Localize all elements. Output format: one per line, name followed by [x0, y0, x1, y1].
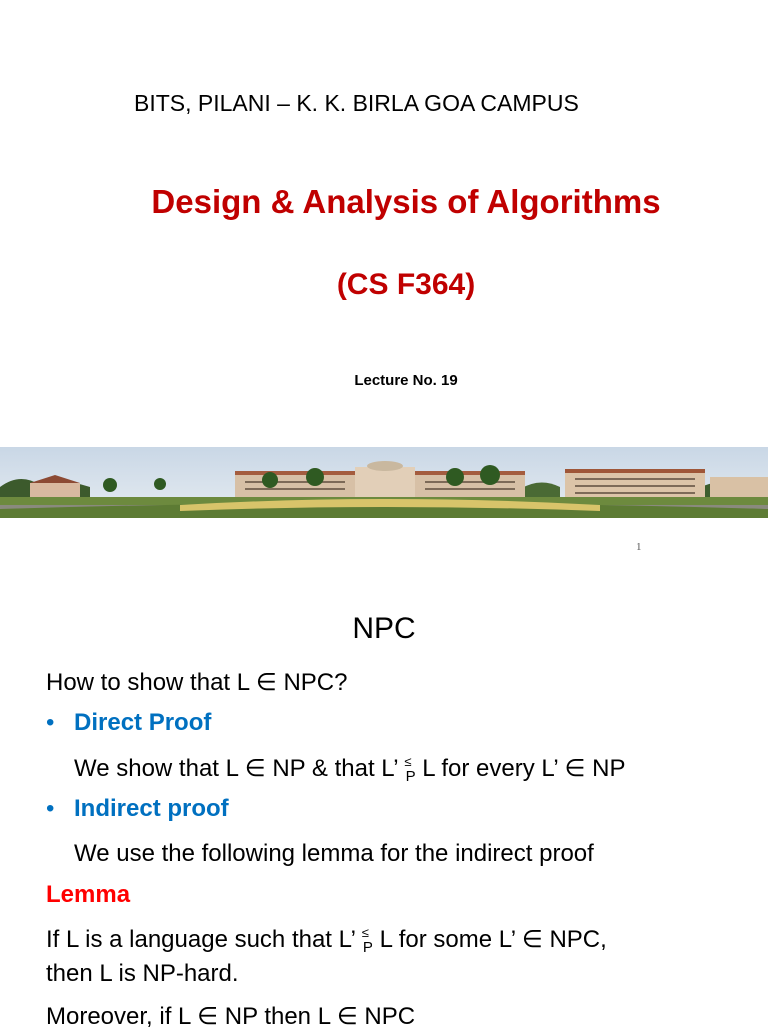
- lemma-text-line3: Moreover, if L ∈ NP then L ∈ NPC: [46, 1003, 416, 1030]
- slide-divider: [0, 560, 768, 561]
- reduction-symbol: ≤: [404, 754, 412, 769]
- institution-name: BITS, PILANI – K. K. BIRLA GOA CAMPUS: [134, 90, 579, 116]
- reduction-subscript: P: [405, 768, 416, 785]
- lecture-number: Lecture No. 19: [354, 372, 458, 389]
- direct-proof-heading: Direct Proof: [74, 709, 212, 736]
- campus-banner-image: [0, 447, 768, 518]
- reduction-symbol: ≤: [361, 925, 369, 940]
- question-text: How to show that L ∈ NPC?: [46, 669, 348, 696]
- direct-text-part1: We show that L ∈ NP & that L’: [74, 755, 405, 782]
- reduction-subscript: P: [362, 939, 373, 956]
- bullet-icon: •: [46, 795, 55, 822]
- direct-text-part2: L for every L’ ∈ NP: [415, 755, 626, 782]
- course-title: Design & Analysis of Algorithms: [151, 183, 661, 220]
- direct-proof-bullet: [46, 709, 211, 737]
- lemma-text-line2: then L is NP-hard.: [46, 960, 239, 987]
- lemma-text-part1: If L is a language such that L’: [46, 926, 362, 953]
- bullet-icon: •: [46, 709, 55, 736]
- page-number: 1: [636, 541, 642, 553]
- indirect-proof-heading: Indirect proof: [74, 795, 229, 822]
- lemma-text-line1: [46, 925, 607, 956]
- slide-title: NPC: [352, 612, 416, 645]
- direct-proof-text: [74, 754, 625, 785]
- course-code: (CS F364): [336, 268, 476, 301]
- indirect-proof-text: We use the following lemma for the indirect proof: [74, 840, 594, 867]
- lemma-text-part2: L for some L’ ∈ NPC,: [372, 926, 607, 953]
- lemma-heading: Lemma: [46, 881, 131, 908]
- indirect-proof-bullet: [46, 795, 229, 823]
